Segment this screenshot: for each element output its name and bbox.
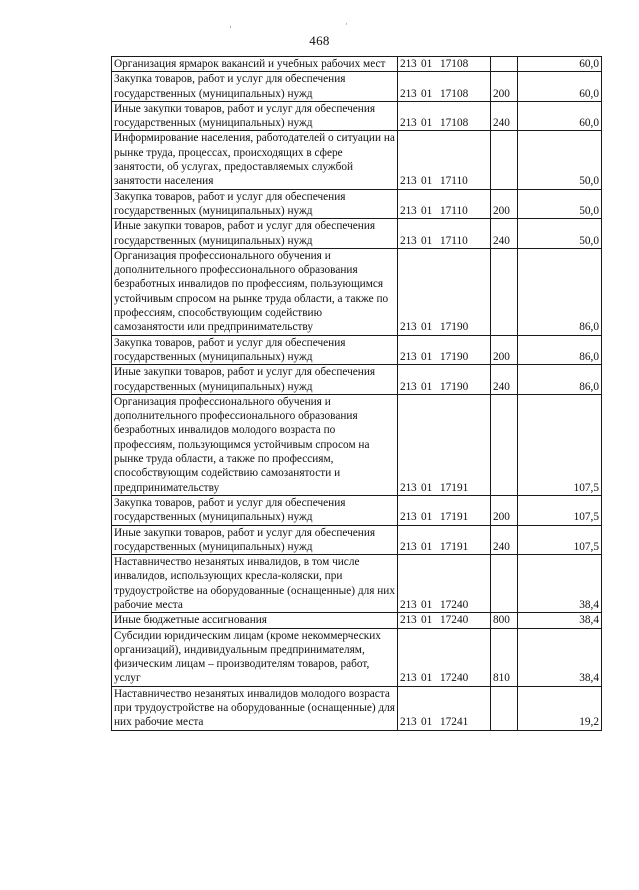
table-row bbox=[112, 394, 602, 495]
classification-code-cell bbox=[398, 394, 491, 495]
expense-type-cell: 200 bbox=[491, 72, 518, 102]
code-part-program: 21 bbox=[400, 716, 412, 729]
classification-code-cell bbox=[398, 57, 491, 72]
code-part-program: 21 bbox=[400, 58, 412, 70]
code-part-program: 21 bbox=[400, 380, 412, 393]
table-row bbox=[112, 686, 602, 730]
classification-code-cell bbox=[398, 525, 491, 555]
expense-name-cell: Иные закупки товаров, работ и услуг для обеспечения государственных (муниципальных) нужд bbox=[112, 219, 398, 249]
expense-name-cell: Закупка товаров, работ и услуг для обеспечения государственных (муниципальных) нужд bbox=[112, 335, 398, 365]
code-part-program: 21 bbox=[400, 350, 412, 363]
scan-speck: · bbox=[229, 22, 232, 32]
code-part-subprogram: 3 bbox=[411, 350, 417, 363]
code-part-article: 17108 bbox=[440, 87, 469, 100]
expense-type-cell: 240 bbox=[491, 525, 518, 555]
code-part-subprogram: 3 bbox=[411, 87, 417, 100]
table-row bbox=[112, 189, 602, 219]
budget-table bbox=[111, 56, 602, 731]
code-part-article: 17191 bbox=[440, 481, 469, 494]
code-part-program: 21 bbox=[400, 204, 412, 217]
amount-cell: 60,0 bbox=[518, 57, 602, 72]
table-row bbox=[112, 628, 602, 686]
amount-cell: 60,0 bbox=[518, 101, 602, 131]
code-part-program: 21 bbox=[400, 598, 412, 611]
classification-code-cell bbox=[398, 101, 491, 131]
amount-cell: 107,5 bbox=[518, 525, 602, 555]
code-part-direction: 01 bbox=[421, 321, 433, 334]
code-part-subprogram: 3 bbox=[411, 481, 417, 494]
expense-type-cell: 200 bbox=[491, 495, 518, 525]
code-part-direction: 01 bbox=[421, 614, 433, 627]
table-row bbox=[112, 335, 602, 365]
code-part-direction: 01 bbox=[421, 350, 433, 363]
expense-type-cell bbox=[491, 686, 518, 730]
amount-cell: 38,4 bbox=[518, 555, 602, 613]
code-part-subprogram: 3 bbox=[411, 175, 417, 188]
amount-cell: 86,0 bbox=[518, 365, 602, 395]
code-part-article: 17110 bbox=[440, 175, 468, 188]
classification-code-cell bbox=[398, 248, 491, 335]
expense-name-cell: Организация профессионального обучения и дополнительного профессионального образования безработных инвалидов по профессиям, пользующимся устойчивым спросом на рынке труда области, а также по профессиям, способствующим содействию самозанятости или предпринимательству bbox=[112, 248, 398, 335]
table-row bbox=[112, 131, 602, 189]
expense-name-cell: Организация профессионального обучения и дополнительного профессионального образования безработных инвалидов молодого возраста по профессиям, пользующимся устойчивым спросом на рынке труда области, а также по профессиям, способствующим содействию самозанятости и предпринимательству bbox=[112, 394, 398, 495]
code-part-subprogram: 3 bbox=[411, 672, 417, 685]
expense-type-cell: 200 bbox=[491, 189, 518, 219]
expense-type-cell bbox=[491, 131, 518, 189]
code-part-direction: 01 bbox=[421, 481, 433, 494]
code-part-article: 17191 bbox=[440, 540, 469, 553]
code-part-program: 21 bbox=[400, 481, 412, 494]
expense-name-cell: Субсидии юридическим лицам (кроме некоммерческих организаций), индивидуальным предпринимателям, физическим лицам – производителям товаров, работ, услуг bbox=[112, 628, 398, 686]
code-part-subprogram: 3 bbox=[411, 540, 417, 553]
expense-type-cell: 800 bbox=[491, 613, 518, 628]
code-part-article: 17191 bbox=[440, 511, 469, 524]
classification-code-cell bbox=[398, 219, 491, 249]
table-row bbox=[112, 525, 602, 555]
code-part-direction: 01 bbox=[421, 672, 433, 685]
table-row bbox=[112, 613, 602, 628]
classification-code-cell bbox=[398, 495, 491, 525]
code-part-direction: 01 bbox=[421, 117, 433, 130]
table-row bbox=[112, 555, 602, 613]
expense-type-cell: 240 bbox=[491, 101, 518, 131]
expense-name-cell: Наставничество незанятых инвалидов молодого возраста при трудоустройстве на оборудованные (оснащенные) для них рабочие места bbox=[112, 686, 398, 730]
code-part-direction: 01 bbox=[421, 598, 433, 611]
amount-cell: 38,4 bbox=[518, 628, 602, 686]
amount-cell: 50,0 bbox=[518, 189, 602, 219]
code-part-subprogram: 3 bbox=[411, 614, 417, 627]
scan-speck: · bbox=[345, 19, 348, 29]
code-part-direction: 01 bbox=[421, 716, 433, 729]
amount-cell: 38,4 bbox=[518, 613, 602, 628]
code-part-program: 21 bbox=[400, 175, 412, 188]
code-part-article: 17240 bbox=[440, 614, 469, 627]
expense-type-cell: 240 bbox=[491, 219, 518, 249]
classification-code-cell bbox=[398, 72, 491, 102]
code-part-article: 17190 bbox=[440, 321, 469, 334]
code-part-subprogram: 3 bbox=[411, 58, 417, 70]
code-part-subprogram: 3 bbox=[411, 380, 417, 393]
code-part-article: 17240 bbox=[440, 672, 469, 685]
expense-name-cell: Иные бюджетные ассигнования bbox=[112, 613, 398, 628]
code-part-article: 17108 bbox=[440, 58, 469, 70]
table-row bbox=[112, 219, 602, 249]
expense-type-cell bbox=[491, 555, 518, 613]
classification-code-cell bbox=[398, 555, 491, 613]
code-part-program: 21 bbox=[400, 540, 412, 553]
classification-code-cell bbox=[398, 335, 491, 365]
expense-name-cell: Закупка товаров, работ и услуг для обеспечения государственных (муниципальных) нужд bbox=[112, 495, 398, 525]
code-part-direction: 01 bbox=[421, 540, 433, 553]
expense-name-cell: Закупка товаров, работ и услуг для обеспечения государственных (муниципальных) нужд bbox=[112, 189, 398, 219]
amount-cell: 107,5 bbox=[518, 495, 602, 525]
code-part-article: 17190 bbox=[440, 380, 469, 393]
table-row bbox=[112, 248, 602, 335]
classification-code-cell bbox=[398, 686, 491, 730]
code-part-direction: 01 bbox=[421, 511, 433, 524]
code-part-subprogram: 3 bbox=[411, 716, 417, 729]
code-part-program: 21 bbox=[400, 87, 412, 100]
budget-table-body bbox=[112, 57, 602, 731]
code-part-program: 21 bbox=[400, 614, 412, 627]
expense-name-cell: Наставничество незанятых инвалидов, в том числе инвалидов, использующих кресла-коляски, при трудоустройстве на оборудованные (оснащенные) для них рабочие места bbox=[112, 555, 398, 613]
code-part-program: 21 bbox=[400, 672, 412, 685]
expense-type-cell: 200 bbox=[491, 335, 518, 365]
code-part-program: 21 bbox=[400, 117, 412, 130]
expense-name-cell: Иные закупки товаров, работ и услуг для обеспечения государственных (муниципальных) нужд bbox=[112, 365, 398, 395]
expense-type-cell: 810 bbox=[491, 628, 518, 686]
expense-type-cell bbox=[491, 57, 518, 72]
expense-name-cell: Информирование населения, работодателей о ситуации на рынке труда, процессах, происходящих в сфере занятости, об услугах, предоставляемых службой занятости населения bbox=[112, 131, 398, 189]
code-part-direction: 01 bbox=[421, 204, 433, 217]
classification-code-cell bbox=[398, 628, 491, 686]
code-part-program: 21 bbox=[400, 321, 412, 334]
code-part-article: 17110 bbox=[440, 234, 468, 247]
amount-cell: 50,0 bbox=[518, 131, 602, 189]
code-part-direction: 01 bbox=[421, 58, 433, 70]
amount-cell: 50,0 bbox=[518, 219, 602, 249]
table-row bbox=[112, 72, 602, 102]
code-part-direction: 01 bbox=[421, 175, 433, 188]
expense-type-cell bbox=[491, 394, 518, 495]
amount-cell: 19,2 bbox=[518, 686, 602, 730]
code-part-program: 21 bbox=[400, 511, 412, 524]
expense-name-cell: Организация ярмарок вакансий и учебных рабочих мест bbox=[112, 57, 398, 72]
code-part-subprogram: 3 bbox=[411, 511, 417, 524]
code-part-program: 21 bbox=[400, 234, 412, 247]
code-part-direction: 01 bbox=[421, 87, 433, 100]
amount-cell: 86,0 bbox=[518, 335, 602, 365]
table-row bbox=[112, 495, 602, 525]
amount-cell: 107,5 bbox=[518, 394, 602, 495]
expense-type-cell: 240 bbox=[491, 365, 518, 395]
page-number: 468 bbox=[309, 33, 330, 48]
code-part-subprogram: 3 bbox=[411, 204, 417, 217]
code-part-article: 17108 bbox=[440, 117, 469, 130]
code-part-subprogram: 3 bbox=[411, 117, 417, 130]
code-part-article: 17240 bbox=[440, 598, 469, 611]
expense-type-cell bbox=[491, 248, 518, 335]
amount-cell: 86,0 bbox=[518, 248, 602, 335]
expense-name-cell: Закупка товаров, работ и услуг для обеспечения государственных (муниципальных) нужд bbox=[112, 72, 398, 102]
code-part-subprogram: 3 bbox=[411, 321, 417, 334]
classification-code-cell bbox=[398, 365, 491, 395]
code-part-article: 17190 bbox=[440, 350, 469, 363]
classification-code-cell bbox=[398, 189, 491, 219]
code-part-article: 17110 bbox=[440, 204, 468, 217]
code-part-article: 17241 bbox=[440, 716, 469, 729]
expense-name-cell: Иные закупки товаров, работ и услуг для обеспечения государственных (муниципальных) нужд bbox=[112, 525, 398, 555]
code-part-direction: 01 bbox=[421, 234, 433, 247]
code-part-subprogram: 3 bbox=[411, 598, 417, 611]
table-row bbox=[112, 101, 602, 131]
code-part-subprogram: 3 bbox=[411, 234, 417, 247]
table-row bbox=[112, 57, 602, 72]
classification-code-cell bbox=[398, 613, 491, 628]
classification-code-cell bbox=[398, 131, 491, 189]
table-row bbox=[112, 365, 602, 395]
code-part-direction: 01 bbox=[421, 380, 433, 393]
amount-cell: 60,0 bbox=[518, 72, 602, 102]
expense-name-cell: Иные закупки товаров, работ и услуг для обеспечения государственных (муниципальных) нужд bbox=[112, 101, 398, 131]
